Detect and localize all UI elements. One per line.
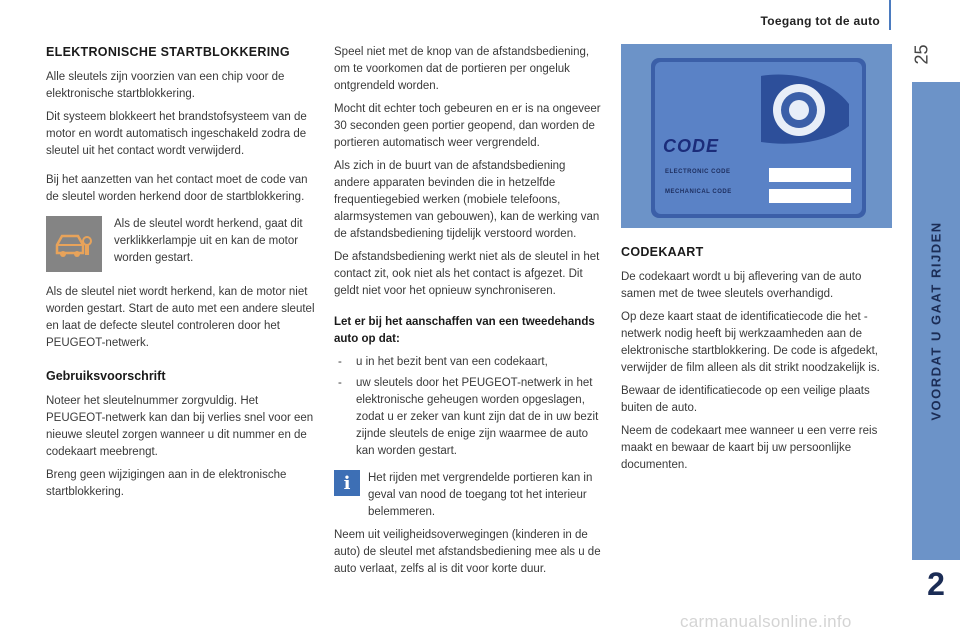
lamp-description: Als de sleutel wordt herkend, gaat dit verklikkerlampje uit en kan de motor worden gestart. — [114, 218, 303, 264]
paragraph: De afstandsbediening werkt niet als de sleutel in het contact zit, ook niet als het contact is afgezet. Dit geldt niet voor het opnieuw synchroniseren. — [334, 251, 600, 297]
column-middle — [334, 44, 604, 584]
immobiliser-lamp-icon — [46, 216, 102, 272]
usage-subheading: Gebruiksvoorschrift — [46, 369, 166, 383]
paragraph: Mocht dit echter toch gebeuren en er is na ongeveer 30 seconden geen portier geopend, dan worden de portieren automatisch weer vergrendeld. — [334, 103, 601, 149]
paragraph: Op deze kaart staat de identificatiecode die het -netwerk nodig heeft bij werkzaamheden aan de elektronische startblokkering. De code is afgedekt, verwijder de film alleen als dit strikt noodzakelijk is. — [621, 311, 880, 374]
paragraph: Als de sleutel niet wordt herkend, kan de motor niet worden gestart. Start de auto met een andere sleutel en laat de defecte sleutel controleren door het PEUGEOT-netwerk. — [46, 286, 315, 349]
paragraph: Dit systeem blokkeert het brandstofsysteem van de motor en wordt automatisch ingeschakeld zodra de sleutel uit het contact wordt verwijderd. — [46, 111, 307, 157]
mechanical-code-label: MECHANICAL CODE — [665, 189, 732, 195]
codecard-heading: CODEKAART — [621, 245, 704, 259]
watermark: carmanualsonline.info — [680, 612, 852, 631]
immobiliser-heading: ELEKTRONISCHE STARTBLOKKERING — [46, 45, 290, 59]
electronic-code-label: ELECTRONIC CODE — [665, 169, 731, 175]
page-number: 25 — [911, 44, 932, 65]
paragraph: Bij het aanzetten van het contact moet de code van de sleutel worden herkend door de startblokkering. — [46, 174, 308, 203]
secondhand-list — [334, 354, 604, 460]
paragraph: Breng geen wijzigingen aan in de elektronische startblokkering. — [46, 469, 287, 498]
paragraph: Neem uit veiligheidsoverwegingen (kinderen in de auto) de sleutel met afstandsbediening mee als u de auto verlaat, zelfs al is dit voor korte duur. — [334, 529, 601, 575]
paragraph: Bewaar de identificatiecode op een veilige plaats buiten de auto. — [621, 385, 870, 414]
header-divider — [889, 0, 891, 30]
warning-lamp-note — [46, 216, 316, 272]
chapter-tab-label: VOORDAT U GAAT RIJDEN — [928, 221, 944, 421]
info-icon: i — [334, 470, 360, 496]
paragraph: Noteer het sleutelnummer zorgvuldig. Het PEUGEOT-netwerk kan dan bij verlies snel voor een nieuwe sleutel zorgen wanneer u dit nummer en de codekaart meebrengt. — [46, 395, 314, 458]
column-left — [46, 44, 316, 507]
section-title: Toegang tot de auto — [760, 14, 880, 28]
list-item: - uw sleutels door het PEUGEOT-netwerk in het elektronische geheugen worden opgeslagen, zodat u er zeker van kunt zijn dat de in uw bezit zijnde sleutels de enige zijn waarmee de auto kan worden gestart. — [334, 375, 604, 460]
paragraph: Alle sleutels zijn voorzien van een chip voor de elektronische startblokkering. — [46, 71, 285, 100]
code-card-illustration — [621, 44, 892, 228]
paragraph: Speel niet met de knop van de afstandsbediening, om te voorkomen dat de portieren per ongeluk ontgrendeld worden. — [334, 46, 590, 92]
paragraph: Neem de codekaart mee wanneer u een verre reis maakt en bewaar de kaart bij uw persoonlijke documenten. — [621, 425, 878, 471]
chapter-number: 2 — [927, 566, 945, 602]
secondhand-heading: Let er bij het aanschaffen van een tweedehands auto op dat: — [334, 316, 595, 345]
card-code-title: CODE — [663, 136, 720, 156]
paragraph: De codekaart wordt u bij aflevering van de auto samen met de twee sleutels overhandigd. — [621, 271, 862, 300]
column-right — [621, 244, 891, 480]
info-note — [334, 470, 604, 521]
paragraph: Als zich in de buurt van de afstandsbediening andere apparaten bevinden die in hetzelfde frequentiegebied werken (mobiele telefoons, alarmsystemen van gebouwen), kan de werking van de afstandsbediening tijdelijk verstoord worden. — [334, 160, 600, 240]
list-item: - u in het bezit bent van een codekaart, — [334, 354, 604, 371]
info-text: Het rijden met vergrendelde portieren kan in geval van nood de toegang tot het interieur belemmeren. — [368, 472, 593, 518]
